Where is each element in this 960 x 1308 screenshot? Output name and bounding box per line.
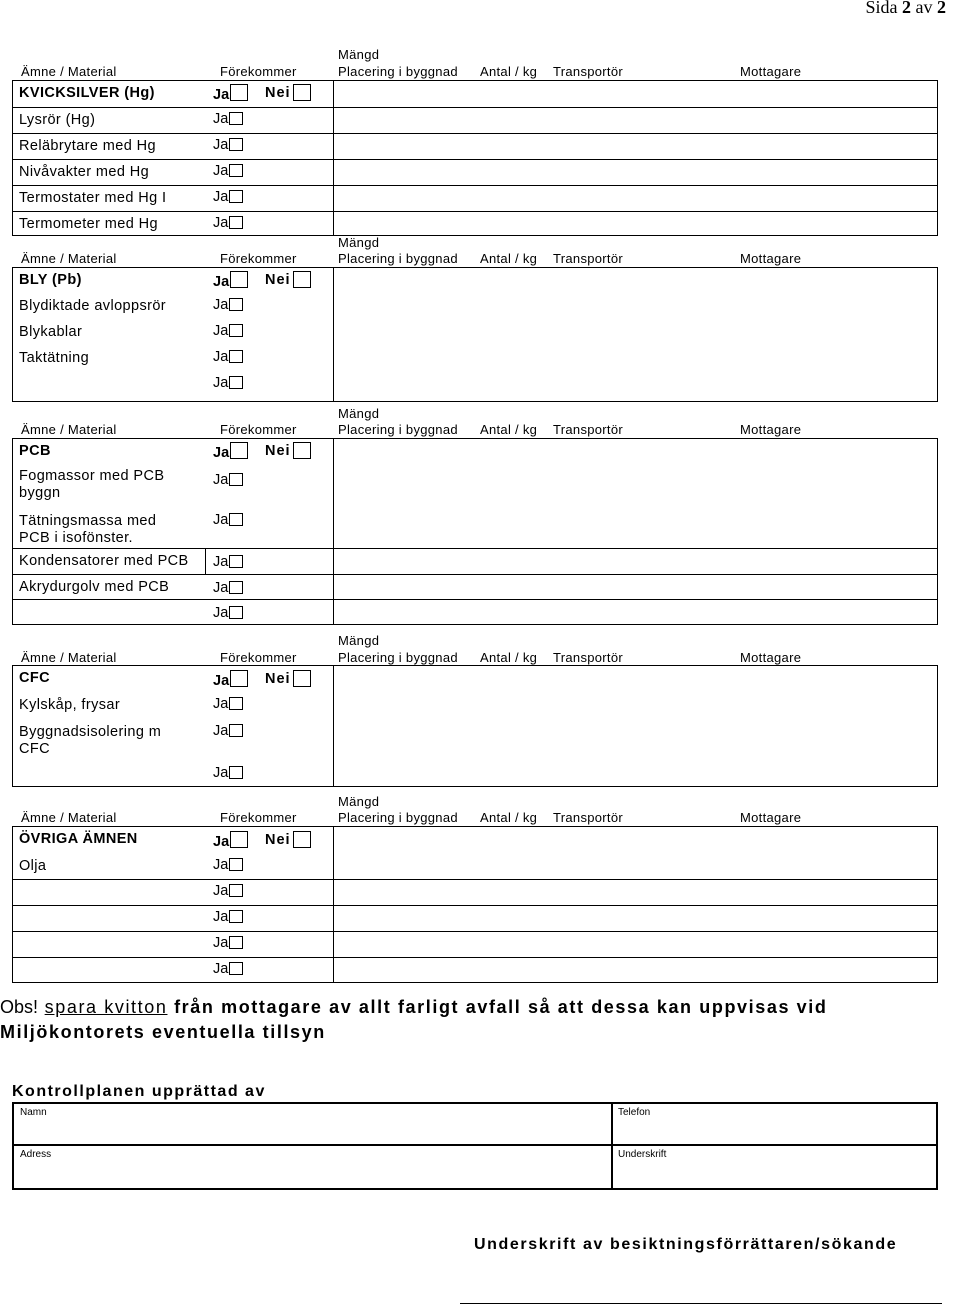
section-title: PCB	[19, 443, 51, 459]
header-transportor: Transportör	[553, 251, 624, 266]
header-transportor: Transportör	[553, 422, 624, 437]
signature-box	[12, 1102, 938, 1190]
material-label: Olja	[19, 858, 47, 874]
no-checkbox[interactable]: Nei	[265, 442, 311, 459]
table-row	[13, 211, 937, 236]
material-label: Termometer med Hg	[19, 216, 158, 232]
table-row	[13, 931, 937, 957]
table-row	[13, 599, 937, 625]
header-forekommer: Förekommer	[220, 810, 297, 825]
material-label: Kylskåp, frysar	[19, 697, 121, 713]
yes-checkbox[interactable]: Ja	[213, 472, 243, 488]
header-antal: Antal / kg	[480, 422, 538, 437]
table-row	[13, 693, 937, 718]
notice-obs: Obs!	[0, 997, 39, 1017]
material-label: Lysrör (Hg)	[19, 112, 96, 128]
header-mangd: Mängd	[338, 794, 380, 809]
no-checkbox[interactable]: Nei	[265, 84, 311, 101]
signature-box-divider	[14, 1144, 936, 1146]
header-forekommer: Förekommer	[220, 64, 297, 79]
header-antal: Antal / kg	[480, 650, 538, 665]
table-row	[13, 905, 937, 931]
signature-line[interactable]	[460, 1303, 942, 1304]
header-mangd: Mängd	[338, 633, 380, 648]
page-number: Sida 2 av 2	[865, 0, 946, 17]
material-label: Reläbrytare med Hg	[19, 138, 156, 154]
checkbox-box[interactable]	[229, 513, 243, 526]
checkbox-box[interactable]	[229, 581, 243, 594]
no-checkbox[interactable]: Nei	[265, 831, 311, 848]
checkbox-box[interactable]	[229, 724, 243, 737]
control-plan-title: Kontrollplanen upprättad av	[12, 1083, 266, 1100]
yes-checkbox[interactable]: Ja	[213, 215, 243, 231]
header-forekommer: Förekommer	[220, 251, 297, 266]
notice-rest: från mottagare av allt farligt avfall så att dessa kan uppvisas vid Miljökontorets eventuella tillsyn	[0, 997, 828, 1042]
section-title: BLY (Pb)	[19, 272, 82, 288]
notice-text	[0, 995, 960, 1045]
yes-checkbox[interactable]: Ja	[213, 84, 248, 103]
header-mangd: Mängd	[338, 406, 380, 421]
yes-checkbox[interactable]: Ja	[213, 297, 243, 313]
table-row	[13, 464, 937, 506]
section-title: CFC	[19, 670, 51, 686]
section-title: KVICKSILVER (Hg)	[19, 85, 155, 101]
inspector-signature-label: Underskrift av besiktningsförrättaren/sökande	[474, 1236, 898, 1253]
notice-underlined: spara kvitton	[44, 997, 168, 1017]
material-label: Akrydurgolv med PCB	[19, 579, 170, 595]
yes-checkbox[interactable]: Ja	[213, 883, 243, 899]
checkbox-box[interactable]	[229, 112, 243, 125]
header-mangd: Mängd	[338, 235, 380, 250]
checkbox-box[interactable]	[229, 962, 243, 975]
checkbox-box[interactable]	[293, 670, 311, 687]
material-label: Taktätning	[19, 350, 90, 366]
section-title: ÖVRIGA ÄMNEN	[19, 831, 138, 847]
yes-checkbox[interactable]: Ja	[213, 271, 248, 290]
header-material: Ämne / Material	[21, 422, 117, 437]
checkbox-box[interactable]	[229, 936, 243, 949]
checkbox-box[interactable]	[229, 884, 243, 897]
signature-box-divider	[611, 1104, 613, 1188]
yes-checkbox[interactable]: Ja	[213, 909, 243, 925]
table-row	[13, 133, 937, 159]
checkbox-box[interactable]	[293, 271, 311, 288]
checkbox-box[interactable]	[230, 271, 248, 288]
material-label: Tätningsmassa med PCB i isofönster.	[19, 513, 157, 546]
table-row	[13, 827, 937, 853]
header-material: Ämne / Material	[21, 64, 117, 79]
checkbox-box[interactable]	[229, 697, 243, 710]
yes-checkbox[interactable]: Ja	[213, 696, 243, 712]
checkbox-box[interactable]	[229, 555, 243, 568]
yes-checkbox[interactable]: Ja	[213, 831, 248, 850]
checkbox-box[interactable]	[230, 670, 248, 687]
table-row	[13, 372, 937, 401]
table-row	[13, 720, 937, 760]
no-checkbox[interactable]: Nei	[265, 670, 311, 687]
header-mottagare: Mottagare	[740, 64, 802, 79]
section-table	[12, 267, 938, 402]
header-placering: Placering i byggnad	[338, 810, 458, 825]
header-antal: Antal / kg	[480, 64, 538, 79]
checkbox-box[interactable]	[229, 910, 243, 923]
checkbox-box[interactable]	[293, 84, 311, 101]
yes-checkbox[interactable]: Ja	[213, 670, 248, 689]
header-forekommer: Förekommer	[220, 650, 297, 665]
checkbox-box[interactable]	[229, 473, 243, 486]
checkbox-box[interactable]	[229, 376, 243, 389]
checkbox-box[interactable]	[229, 606, 243, 619]
checkbox-box[interactable]	[229, 164, 243, 177]
table-row	[13, 81, 937, 106]
table-row	[13, 509, 937, 549]
table-row	[13, 159, 937, 185]
address-field[interactable]: Adress	[20, 1149, 52, 1160]
section-table	[12, 80, 938, 236]
yes-checkbox[interactable]: Ja	[213, 137, 243, 153]
phone-field[interactable]: Telefon	[618, 1107, 651, 1118]
yes-checkbox[interactable]: Ja	[213, 961, 243, 977]
header-transportor: Transportör	[553, 64, 624, 79]
yes-checkbox[interactable]: Ja	[213, 349, 243, 365]
header-transportor: Transportör	[553, 650, 624, 665]
checkbox-box[interactable]	[293, 442, 311, 459]
header-material: Ämne / Material	[21, 251, 117, 266]
material-label: Kondensatorer med PCB	[19, 553, 189, 569]
header-material: Ämne / Material	[21, 650, 117, 665]
table-row	[13, 548, 937, 574]
header-mottagare: Mottagare	[740, 810, 802, 825]
checkbox-box[interactable]	[229, 138, 243, 151]
material-label: Blykablar	[19, 324, 83, 340]
material-label: Fogmassor med PCB byggn	[19, 468, 165, 501]
checkbox-box[interactable]	[229, 858, 243, 871]
yes-checkbox[interactable]: Ja	[213, 442, 248, 461]
signature-field[interactable]: Underskrift	[618, 1149, 667, 1160]
table-row	[13, 294, 937, 319]
material-label: Termostater med Hg I	[19, 190, 167, 206]
material-label: Blydiktade avloppsrör	[19, 298, 167, 314]
section-table	[12, 438, 938, 625]
yes-checkbox[interactable]: Ja	[213, 111, 243, 127]
cell-divider	[205, 549, 206, 574]
checkbox-box[interactable]	[230, 84, 248, 101]
yes-checkbox[interactable]: Ja	[213, 580, 243, 596]
header-material: Ämne / Material	[21, 810, 117, 825]
section-table	[12, 826, 938, 983]
header-placering: Placering i byggnad	[338, 251, 458, 266]
table-row	[13, 957, 937, 983]
checkbox-box[interactable]	[229, 350, 243, 363]
table-row	[13, 666, 937, 692]
checkbox-box[interactable]	[230, 442, 248, 459]
header-placering: Placering i byggnad	[338, 422, 458, 437]
table-row	[13, 760, 937, 786]
section-table	[12, 665, 938, 787]
header-transportor: Transportör	[553, 810, 624, 825]
yes-checkbox[interactable]: Ja	[213, 605, 243, 621]
table-row	[13, 346, 937, 371]
checkbox-box[interactable]	[229, 216, 243, 229]
header-mangd: Mängd	[338, 47, 380, 62]
yes-checkbox[interactable]: Ja	[213, 375, 243, 391]
header-placering: Placering i byggnad	[338, 64, 458, 79]
header-mottagare: Mottagare	[740, 650, 802, 665]
yes-checkbox[interactable]: Ja	[213, 323, 243, 339]
header-antal: Antal / kg	[480, 251, 538, 266]
yes-checkbox[interactable]: Ja	[213, 512, 243, 528]
name-field[interactable]: Namn	[20, 1107, 47, 1118]
yes-checkbox[interactable]: Ja	[213, 765, 243, 781]
material-label: Byggnadsisolering m CFC	[19, 724, 162, 757]
header-mottagare: Mottagare	[740, 251, 802, 266]
table-row	[13, 879, 937, 905]
yes-checkbox[interactable]: Ja	[213, 554, 243, 570]
yes-checkbox[interactable]: Ja	[213, 935, 243, 951]
header-mottagare: Mottagare	[740, 422, 802, 437]
table-row	[13, 439, 937, 463]
yes-checkbox[interactable]: Ja	[213, 723, 243, 739]
yes-checkbox[interactable]: Ja	[213, 189, 243, 205]
table-row	[13, 320, 937, 345]
material-label: Nivåvakter med Hg	[19, 164, 150, 180]
header-antal: Antal / kg	[480, 810, 538, 825]
header-placering: Placering i byggnad	[338, 650, 458, 665]
checkbox-box[interactable]	[229, 298, 243, 311]
table-row	[13, 574, 937, 599]
table-row	[13, 185, 937, 211]
checkbox-box[interactable]	[230, 831, 248, 848]
table-row	[13, 268, 937, 292]
checkbox-box[interactable]	[229, 190, 243, 203]
yes-checkbox[interactable]: Ja	[213, 857, 243, 873]
header-forekommer: Förekommer	[220, 422, 297, 437]
table-row	[13, 107, 937, 133]
no-checkbox[interactable]: Nei	[265, 271, 311, 288]
checkbox-box[interactable]	[229, 766, 243, 779]
table-row	[13, 854, 937, 879]
checkbox-box[interactable]	[293, 831, 311, 848]
checkbox-box[interactable]	[229, 324, 243, 337]
yes-checkbox[interactable]: Ja	[213, 163, 243, 179]
